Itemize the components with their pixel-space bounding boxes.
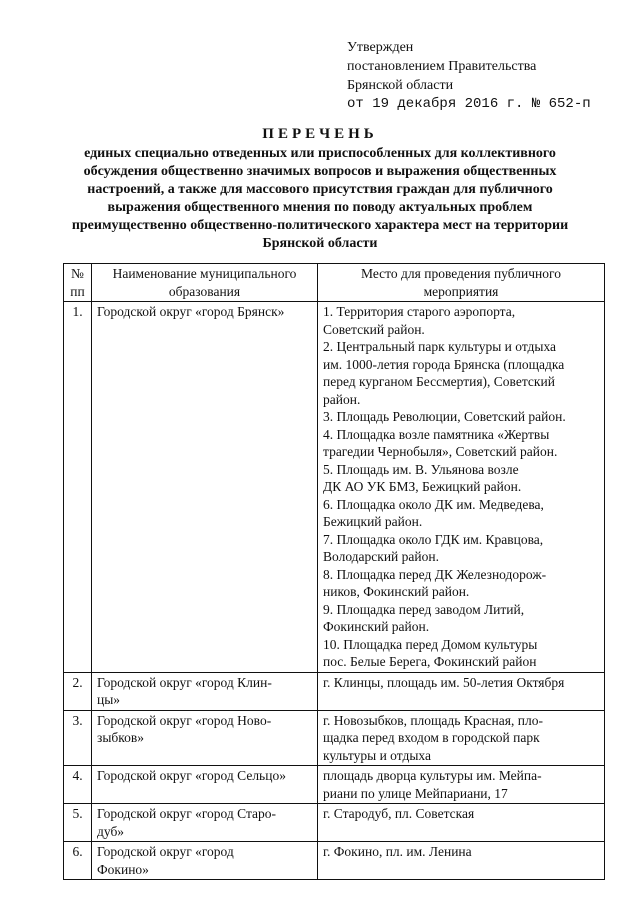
row-number: 3. <box>64 710 92 766</box>
place-line: Бежицкий район. <box>323 514 423 529</box>
municipality-line: Городской округ «город Ново- <box>97 712 272 728</box>
place-line: г. Фокино, пл. им. Ленина <box>323 844 472 859</box>
place-line: 1. Территория старого аэропорта, <box>323 304 516 319</box>
row-number: 1. <box>64 302 92 673</box>
municipality-cell <box>92 804 318 842</box>
place-line: Володарский район. <box>323 549 439 564</box>
place-line: г. Стародуб, пл. Советская <box>323 806 475 821</box>
place-line: 4. Площадка возле памятника «Жертвы <box>323 426 550 442</box>
place-line: ников, Фокинский район. <box>323 584 470 599</box>
header-text: Место для проведения публичного <box>361 266 561 281</box>
table-row <box>64 804 605 842</box>
approval-line: Брянской области <box>347 78 454 93</box>
place-line: пос. Белые Берега, Фокинский район <box>323 654 537 669</box>
place-item <box>323 636 599 671</box>
place-item <box>323 303 599 338</box>
subtitle-line: единых специально отведенных или приспособленных для коллективного <box>84 146 556 161</box>
place-item <box>323 566 599 601</box>
header-num <box>64 264 92 302</box>
municipality-line: зыбков» <box>97 730 145 745</box>
place-line: Советский район. <box>323 321 425 337</box>
place-cell <box>318 842 605 880</box>
place-line: 3. Площадь Революции, Советский район. <box>323 409 566 424</box>
place-item <box>323 601 599 636</box>
place-item <box>323 338 599 408</box>
header-text: Наименование муниципального <box>112 266 297 281</box>
subtitle-line: обсуждения общественно значимых вопросов и выражения общественных <box>83 164 557 179</box>
place-line: г. Клинцы, площадь им. 50-летия Октября <box>323 674 565 690</box>
place-line: трагедии Чернобыля», Советский район. <box>323 444 558 459</box>
place-line: 7. Площадка около ГДК им. Кравцова, <box>323 531 544 547</box>
municipality-line: Городской округ «город <box>97 844 234 859</box>
municipality-line: Городской округ «город Старо- <box>97 806 277 821</box>
place-item <box>323 805 599 823</box>
approval-line: Утвержден <box>347 40 414 55</box>
place-line: 6. Площадка около ДК им. Медведева, <box>323 496 544 512</box>
municipality-line: Городской округ «город Брянск» <box>97 304 285 319</box>
subtitle-line: Брянской области <box>262 236 378 251</box>
row-number: 5. <box>64 804 92 842</box>
place-line: культуры и отдыха <box>323 747 431 763</box>
place-cell <box>318 302 605 673</box>
table-row <box>64 842 605 880</box>
row-number: 6. <box>64 842 92 880</box>
header-municipality <box>92 264 318 302</box>
place-cell <box>318 710 605 766</box>
municipality-cell <box>92 766 318 804</box>
header-text: образования <box>168 283 241 299</box>
row-number: 2. <box>64 672 92 710</box>
approval-block <box>347 38 591 114</box>
place-item <box>323 674 599 692</box>
place-item <box>323 531 599 566</box>
place-line: г. Новозыбков, площадь Красная, пло- <box>323 712 543 728</box>
header-place <box>318 264 605 302</box>
approval-line: постановлением Правительства <box>347 59 537 74</box>
place-line: 10. Площадка перед Домом культуры <box>323 636 538 652</box>
place-line: им. 1000-летия города Брянска (площадка <box>323 356 565 372</box>
place-item <box>323 461 599 496</box>
subtitle-line: преимущественно общественно-политического характера мест на территории <box>71 218 569 233</box>
subtitle-line: выражения общественного мнения по поводу актуальных проблем <box>107 200 533 215</box>
municipality-line: Фокино» <box>97 861 149 877</box>
municipality-cell <box>92 710 318 766</box>
municipality-line: Городской округ «город Клин- <box>97 674 272 690</box>
table-header-row <box>64 264 605 302</box>
place-cell <box>318 766 605 804</box>
place-line: 5. Площадь им. В. Ульянова возле <box>323 461 519 477</box>
place-item <box>323 496 599 531</box>
municipality-cell <box>92 842 318 880</box>
place-line: 9. Площадка перед заводом Литий, <box>323 601 525 617</box>
place-line: перед курганом Бессмертия), Советский <box>323 374 555 389</box>
municipality-line: дуб» <box>97 823 125 839</box>
document-title: ПЕРЕЧЕНЬ <box>262 126 378 142</box>
approval-date-number: от 19 декабря 2016 г. № 652-п <box>347 96 591 112</box>
table-body <box>64 302 605 880</box>
header-text: № <box>71 266 84 281</box>
place-line: район. <box>323 391 361 407</box>
place-item <box>323 712 599 765</box>
subtitle-line: настроений, а также для массового присутствия граждан для публичного <box>87 182 553 197</box>
place-item <box>323 767 599 802</box>
municipality-cell <box>92 302 318 673</box>
place-line: площадь дворца культуры им. Мейпа- <box>323 768 542 783</box>
row-number: 4. <box>64 766 92 804</box>
table-row <box>64 710 605 766</box>
place-line: 8. Площадка перед ДК Железнодорож- <box>323 566 547 582</box>
document-subtitle <box>60 145 580 253</box>
header-text: пп <box>70 283 85 299</box>
place-cell <box>318 672 605 710</box>
table-row <box>64 302 605 673</box>
header-text: мероприятия <box>423 283 499 299</box>
table-row <box>64 672 605 710</box>
municipality-cell <box>92 672 318 710</box>
place-line: 2. Центральный парк культуры и отдыха <box>323 339 557 354</box>
municipality-line: цы» <box>97 692 121 707</box>
place-line: риани по улице Мейпариани, 17 <box>323 785 508 801</box>
place-item <box>323 426 599 461</box>
place-line: щадка перед входом в городской парк <box>323 730 540 745</box>
place-line: Фокинский район. <box>323 619 430 634</box>
municipality-line: Городской округ «город Сельцо» <box>97 768 286 783</box>
place-cell <box>318 804 605 842</box>
places-table <box>63 263 605 880</box>
table-row <box>64 766 605 804</box>
place-line: ДК АО УК БМЗ, Бежицкий район. <box>323 479 522 494</box>
place-item <box>323 408 599 426</box>
place-item <box>323 843 599 861</box>
